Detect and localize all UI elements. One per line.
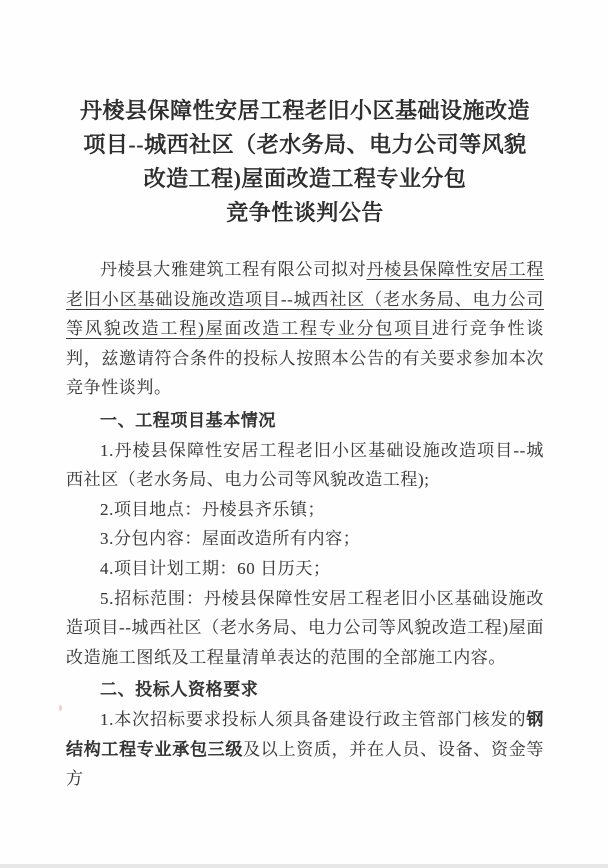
intro-text-after: 进行竞争性谈判，兹邀请符合条件的投标人按照本公告的有关要求参加本次竞争性谈判。 <box>66 319 544 398</box>
intro-paragraph <box>66 255 544 403</box>
title-line-4: 竞争性谈判公告 <box>226 200 384 225</box>
section2-heading: 二、投标人资格要求 <box>100 680 259 700</box>
title-line-1: 丹棱县保障性安居工程老旧小区基础设施改造 <box>79 98 530 123</box>
intro-text-before: 丹棱县大雅建筑工程有限公司拟对 <box>100 260 367 279</box>
scan-artifact-fleck <box>59 705 62 711</box>
title-line-3: 改造工程)屋面改造工程专业分包 <box>143 166 467 191</box>
document-title <box>66 94 544 230</box>
section1-item-1: 1.丹棱县保障性安居工程老旧小区基础设施改造项目--城西社区（老水务局、电力公司等风貌改造工程); <box>66 440 544 490</box>
section1-heading: 一、工程项目基本情况 <box>100 410 276 430</box>
section1-item-5: 5.招标范围：丹棱县保障性安居工程老旧小区基础设施改造项目--城西社区（老水务局、电力公司等风貌改造工程)屋面改造施工图纸及工程量清单表达的范围的全部施工内容。 <box>66 588 544 667</box>
qualification-text-after: 及以上资质，并在人员、设备、资金等方 <box>66 739 544 789</box>
intro-underlined-project-name: 丹棱县保障性安居工程老旧小区基础设施改造项目--城西社区（老水务局、电力公司等风貌改造工程)屋面改造工程专业分包项目 <box>66 260 544 339</box>
section2-item-1 <box>66 705 544 794</box>
qualification-text-before: 1.本次招标要求投标人须具备建设行政主管部门核发的 <box>100 709 527 729</box>
document-body <box>66 255 544 794</box>
scan-edge-bottom <box>0 864 608 868</box>
qualification-bold-text: 钢结构工程专业承包三级 <box>66 709 544 759</box>
section1-item-3: 3.分包内容：屋面改造所有内容； <box>100 529 361 549</box>
title-line-2: 项目--城西社区（老水务局、电力公司等风貌 <box>83 132 527 157</box>
section1-item-2: 2.项目地点：丹棱县齐乐镇； <box>100 499 326 519</box>
section1-item-4: 4.项目计划工期：60 日历天； <box>100 558 331 578</box>
